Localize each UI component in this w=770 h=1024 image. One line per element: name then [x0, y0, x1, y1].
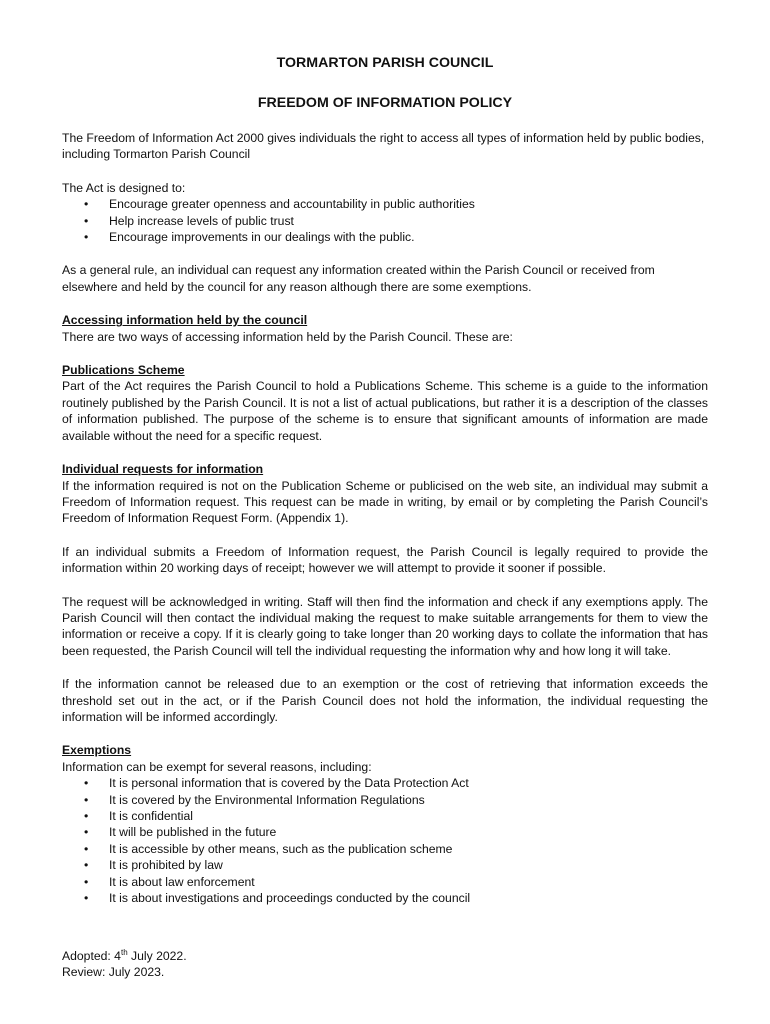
document-body	[62, 54, 708, 906]
list-item: • It is prohibited by law	[62, 857, 708, 873]
policy-title: FREEDOM OF INFORMATION POLICY	[257, 95, 513, 111]
list-item: • It is about investigations and proceedings conducted by the council	[62, 890, 708, 906]
act-purpose-list	[62, 196, 708, 245]
exemptions-lead: Information can be exempt for several reasons, including:	[62, 759, 372, 774]
exemptions-heading: Exemptions	[62, 743, 132, 758]
requests-heading: Individual requests for information	[62, 462, 264, 477]
list-item: • It is about law enforcement	[62, 874, 708, 890]
requests-paragraph-3: The request will be acknowledged in writing. Staff will then find the information and check if any exemptions apply. The Parish Council will then contact the individual making the request to make suitable arrangements for them to view the information or receive a copy. If it is clearly going to take longer than 20 working days to collate the information that has been requested, the Parish Council will tell the individual requesting the information why and how long it will take.	[62, 594, 708, 658]
list-item: • It is confidential	[62, 808, 708, 824]
accessing-paragraph: There are two ways of accessing information held by the Parish Council. These are:	[62, 329, 513, 344]
general-rule-paragraph: As a general rule, an individual can request any information created within the Parish Council or received from elsewhere and held by the council for any reason although there are some exemptions.	[62, 263, 655, 294]
document-footer	[62, 948, 187, 981]
list-item: • It will be published in the future	[62, 824, 708, 840]
list-item: • It is covered by the Environmental Information Regulations	[62, 792, 708, 808]
adopted-date: Adopted: 4th July 2022.	[62, 947, 187, 963]
exemptions-list	[62, 775, 708, 906]
list-item: • Encourage improvements in our dealings with the public.	[62, 229, 708, 245]
list-item: • Encourage greater openness and accountability in public authorities	[62, 196, 708, 212]
list-item: • Help increase levels of public trust	[62, 213, 708, 229]
publications-paragraph: Part of the Act requires the Parish Council to hold a Publications Scheme. This scheme is a guide to the information routinely published by the Parish Council. It is not a list of actual publications, but rather it is a description of the classes of information published. The purpose of the scheme is to ensure that significant amounts of information are made available without the need for a specific request.	[62, 379, 708, 443]
requests-paragraph-2: If an individual submits a Freedom of Information request, the Parish Council is legally required to provide the information within 20 working days of receipt; however we will attempt to provide it sooner if possible.	[62, 544, 708, 576]
accessing-heading: Accessing information held by the council	[62, 313, 308, 328]
council-name: TORMARTON PARISH COUNCIL	[276, 55, 494, 71]
publications-heading: Publications Scheme	[62, 363, 185, 378]
requests-paragraph-1: If the information required is not on the Publication Scheme or publicised on the web site, an individual may submit a Freedom of Information request. This request can be made in writing, by email or by completing the Parish Council’s Freedom of Information Request Form. (Appendix 1).	[62, 478, 708, 526]
requests-paragraph-4: If the information cannot be released due to an exemption or the cost of retrieving that information exceeds the threshold set out in the act, or if the Parish Council does not hold the information, the individual requesting the information will be informed accordingly.	[62, 677, 708, 724]
list-item: • It is personal information that is covered by the Data Protection Act	[62, 775, 708, 791]
act-lead: The Act is designed to:	[62, 180, 186, 195]
list-item: • It is accessible by other means, such as the publication scheme	[62, 841, 708, 857]
review-date: Review: July 2023.	[62, 965, 165, 980]
intro-paragraph: The Freedom of Information Act 2000 gives individuals the right to access all types of information held by public bodies, including Tormarton Parish Council	[62, 131, 705, 162]
